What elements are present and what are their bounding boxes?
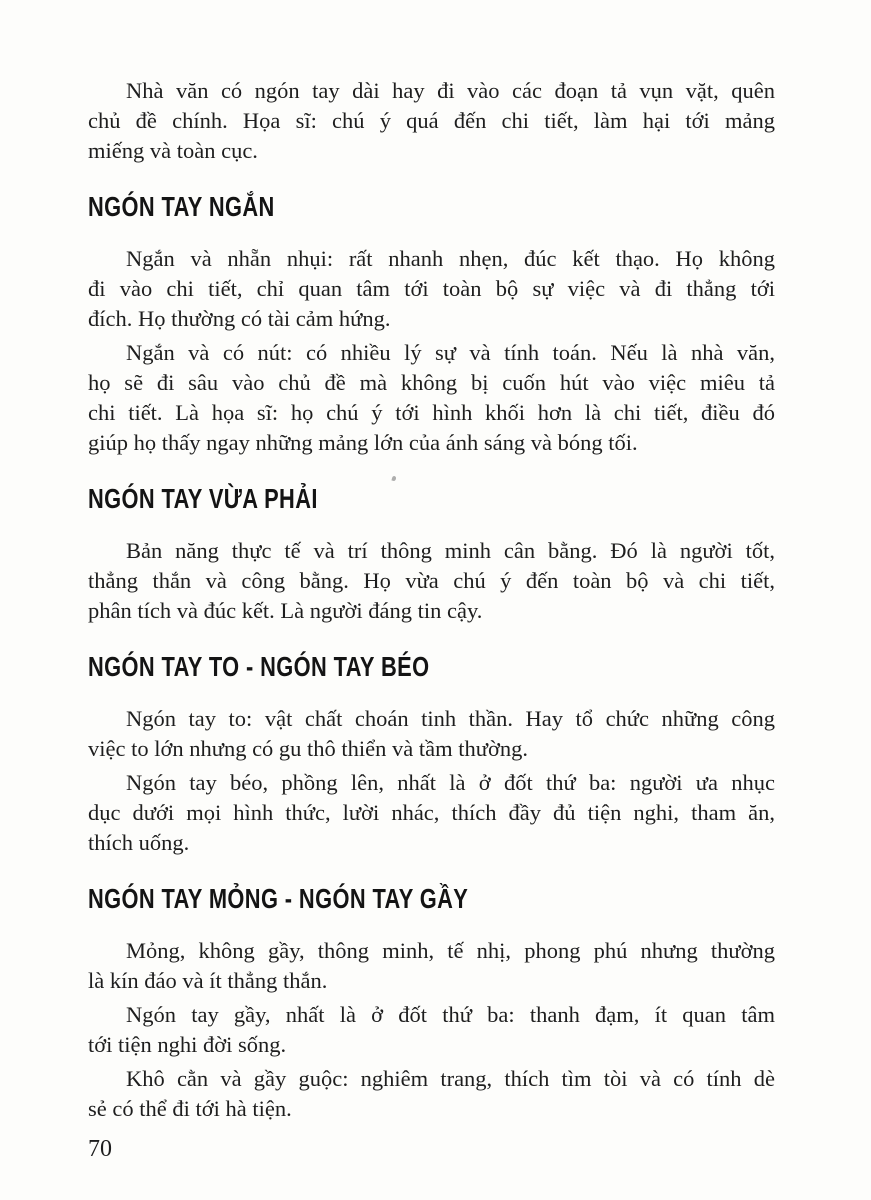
text-line: Nhà văn có ngón tay dài hay đi vào các đoạn tả vụn vặt, quên xyxy=(126,78,775,103)
text-line: Ngón tay to: vật chất choán tinh thần. Hay tổ chức những công xyxy=(126,706,775,731)
text-line: thích uống. xyxy=(88,830,190,855)
text-line: miếng và toàn cục. xyxy=(88,138,258,163)
text-line: sẻ có thể đi tới hà tiện. xyxy=(88,1096,292,1121)
page-footer xyxy=(88,1136,112,1163)
page-number: 70 xyxy=(88,1136,112,1162)
paragraph xyxy=(88,768,775,858)
text-line: chủ đề chính. Họa sĩ: chú ý quá đến chi tiết, làm hại tới mảng xyxy=(88,108,775,133)
text-line: dục dưới mọi hình thức, lười nhác, thích đầy đủ tiện nghi, tham ăn, xyxy=(88,800,775,825)
text-line: việc to lớn nhưng có gu thô thiển và tầm thường. xyxy=(88,736,528,761)
text-line: Ngắn và nhẵn nhụi: rất nhanh nhẹn, đúc kết thạo. Họ không xyxy=(126,246,775,271)
paragraph xyxy=(88,244,775,334)
paragraph xyxy=(88,338,775,458)
text-line: Mỏng, không gầy, thông minh, tế nhị, phong phú nhưng thường xyxy=(126,938,775,963)
paragraph xyxy=(88,936,775,996)
page-content xyxy=(88,0,775,1128)
section-heading: NGÓN TAY VỪA PHẢI xyxy=(88,483,318,514)
paragraph xyxy=(88,536,775,626)
text-line: giúp họ thấy ngay những mảng lớn của ánh sáng và bóng tối. xyxy=(88,430,638,455)
text-line: họ sẽ đi sâu vào chủ đề mà không bị cuốn hút vào việc miêu tả xyxy=(88,370,775,395)
text-line: thẳng thắn và công bằng. Họ vừa chú ý đến toàn bộ và chi tiết, xyxy=(88,568,775,593)
text-line: Bản năng thực tế và trí thông minh cân bằng. Đó là người tốt, xyxy=(126,538,775,563)
text-line: chi tiết. Là họa sĩ: họ chú ý tới hình khối hơn là chi tiết, điều đó xyxy=(88,400,775,425)
section-heading: NGÓN TAY TO - NGÓN TAY BÉO xyxy=(88,651,430,682)
paragraph xyxy=(88,704,775,764)
text-line: đi vào chi tiết, chỉ quan tâm tới toàn bộ sự việc và đi thẳng tới xyxy=(88,276,775,301)
text-line: Ngón tay gầy, nhất là ở đốt thứ ba: thanh đạm, ít quan tâm xyxy=(126,1002,775,1027)
text-line: Ngắn và có nút: có nhiều lý sự và tính toán. Nếu là nhà văn, xyxy=(126,340,775,365)
paragraph xyxy=(88,1000,775,1060)
section-heading: NGÓN TAY NGẮN xyxy=(88,191,275,222)
text-line: tới tiện nghi đời sống. xyxy=(88,1032,287,1057)
section-heading: NGÓN TAY MỎNG - NGÓN TAY GẦY xyxy=(88,883,469,914)
paragraph xyxy=(88,1064,775,1124)
text-line: đích. Họ thường có tài cảm hứng. xyxy=(88,306,391,331)
text-line: là kín đáo và ít thẳng thắn. xyxy=(88,968,328,993)
text-line: phân tích và đúc kết. Là người đáng tin cậy. xyxy=(88,598,483,623)
text-line: Khô cằn và gầy guộc: nghiêm trang, thích tìm tòi và có tính dè xyxy=(126,1066,775,1091)
paragraph xyxy=(88,76,775,166)
text-line: Ngón tay béo, phồng lên, nhất là ở đốt thứ ba: người ưa nhục xyxy=(126,770,775,795)
